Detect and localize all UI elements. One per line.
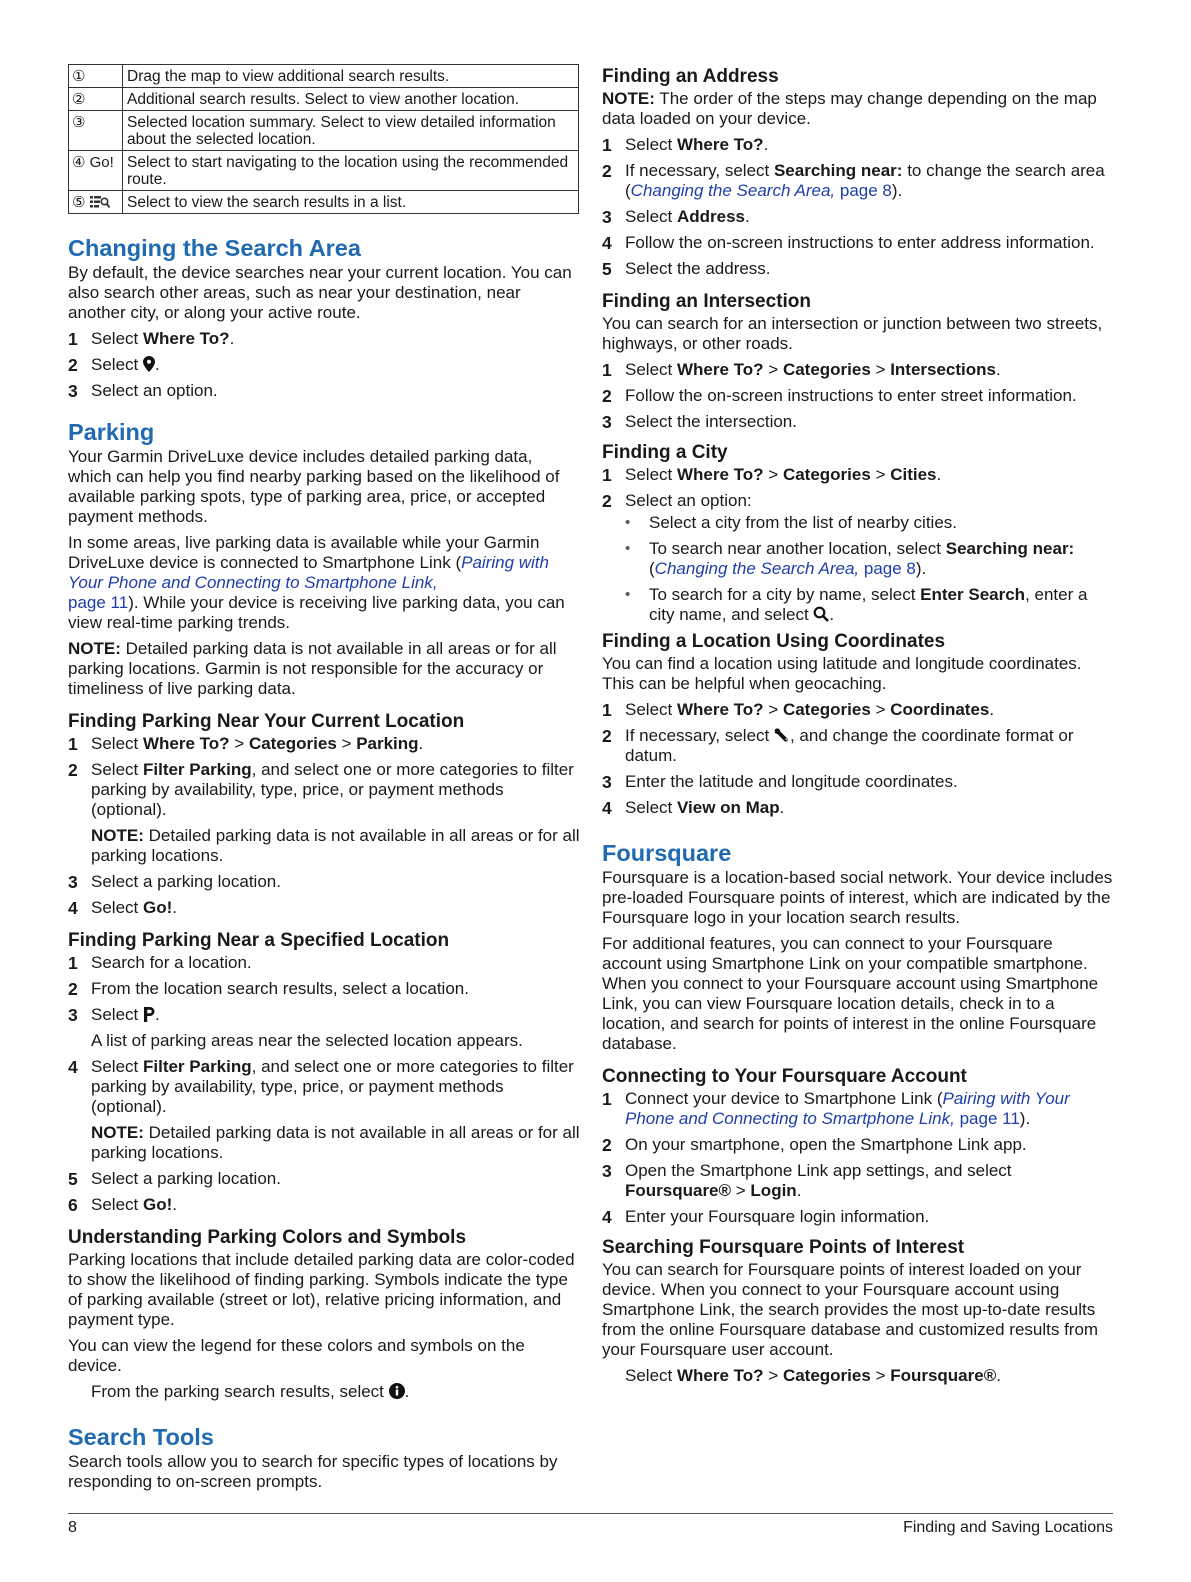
- callout-key: ③: [69, 111, 123, 151]
- list-item: 1 Search for a location.: [68, 953, 252, 973]
- page-number: 8: [68, 1519, 77, 1536]
- list-item: • Select a city from the list of nearby cities.: [625, 513, 1116, 533]
- table-row: [69, 88, 579, 111]
- footer-divider: [68, 1513, 1113, 1514]
- link-page-8[interactable]: page 8: [839, 181, 892, 200]
- list-item: 1 Select Where To? > Categories > Coordinates.: [602, 700, 995, 720]
- section-heading-search-tools: Search Tools: [68, 1424, 214, 1450]
- list-item: 2 Select Filter Parking, and select one or more categories to filter parking by availability, type, price, or payment methods (optional).: [68, 760, 574, 819]
- callout-key: ⑤: [69, 191, 123, 214]
- table-row: [69, 111, 579, 151]
- list-item: 3 Enter the latitude and longitude coordinates.: [602, 772, 958, 792]
- callout-text: Select to view the search results in a list.: [123, 191, 579, 214]
- note: NOTE: The order of the steps may change depending on the map data loaded on your device.: [602, 89, 1097, 128]
- paragraph: Search tools allow you to search for specific types of locations by responding to on-screen prompts.: [68, 1452, 558, 1491]
- subsection-heading-finding-address: Finding an Address: [602, 66, 779, 87]
- callout-legend-table: [68, 64, 579, 214]
- list-item: 3 Select Address.: [602, 207, 750, 227]
- steps-list: [602, 700, 1116, 818]
- section-heading-foursquare: Foursquare: [602, 840, 732, 866]
- paragraph: You can search for Foursquare points of interest loaded on your device. When you connect to your Foursquare account using Smartphone Link, the search provides the most up-to-date results from the online Foursquare database and customized results from your Foursquare user account.: [602, 1260, 1099, 1359]
- link-changing-search-area[interactable]: Changing the Search Area: [654, 559, 855, 578]
- paragraph: From the parking search results, select .: [91, 1382, 410, 1401]
- steps-list: [68, 1057, 580, 1117]
- list-item: 6 Select Go!.: [68, 1195, 177, 1215]
- footer-section-title: Finding and Saving Locations: [903, 1519, 1113, 1536]
- table-row: [69, 191, 579, 214]
- options-list: [625, 513, 1116, 625]
- search-icon: [813, 606, 829, 622]
- paragraph: You can view the legend for these colors and symbols on the device.: [68, 1336, 525, 1375]
- list-item: 2 Select an option: • Select a city from the list of nearby cities. • To search near another location, select Searching near: (Changing the Search Area, page 8). • To search for a city by name, select Enter Search, enter a city name, and select .: [602, 491, 1116, 625]
- list-item: 3 Select a parking location.: [68, 872, 281, 892]
- callout-key: ①: [69, 65, 123, 88]
- note: NOTE: Detailed parking data is not available in all areas or for all parking locations. Garmin is not responsible for the accuracy or timeliness of live parking data.: [68, 639, 557, 698]
- subsection-heading-parking-specified: Finding Parking Near a Specified Location: [68, 930, 450, 951]
- steps-list: [602, 135, 1116, 279]
- steps-list: [602, 360, 1116, 432]
- list-item: 2 If necessary, select Searching near: to change the search area (Changing the Search Area, page 8).: [602, 161, 1105, 200]
- subsection-heading-foursquare-connect: Connecting to Your Foursquare Account: [602, 1066, 967, 1087]
- section-heading-parking: Parking: [68, 419, 155, 445]
- link-changing-search-area[interactable]: Changing the Search Area: [630, 181, 831, 200]
- list-item: 2 Select .: [68, 355, 160, 375]
- list-item: 1 Select Where To? > Categories > Cities.: [602, 465, 942, 485]
- list-item: 4 Follow the on-screen instructions to enter address information.: [602, 233, 1095, 253]
- steps-list: [68, 953, 580, 1025]
- list-item: 5 Select a parking location.: [68, 1169, 281, 1189]
- list-item: 1 Select Where To? > Categories > Intersections.: [602, 360, 1001, 380]
- steps-list: [68, 872, 580, 918]
- list-item: • To search near another location, select Searching near: (Changing the Search Area, page 8).: [625, 539, 1116, 579]
- list-item: 1 Select Where To?.: [68, 329, 235, 349]
- subsection-heading-foursquare-search: Searching Foursquare Points of Interest: [602, 1237, 965, 1258]
- table-row: [69, 151, 579, 191]
- list-item: 1 Connect your device to Smartphone Link (Pairing with Your Phone and Connecting to Smartphone Link, page 11).: [602, 1089, 1070, 1128]
- paragraph: In some areas, live parking data is available while your Garmin DriveLuxe device is connected to Smartphone Link (Pairing with Your Phone and Connecting to Smartphone Link, page 11). While your device is receiving live parking data, you can view real-time parking trends.: [68, 533, 565, 632]
- callout-text: Additional search results. Select to view another location.: [123, 88, 579, 111]
- link-pairing-phone[interactable]: Pairing with Your Phone and Connecting to Smartphone Link: [625, 1089, 1070, 1128]
- list-view-icon: [90, 195, 110, 209]
- subsection-heading-finding-intersection: Finding an Intersection: [602, 291, 812, 312]
- steps-list: [68, 1169, 580, 1215]
- list-item: 5 Select the address.: [602, 259, 771, 279]
- steps-list: [602, 465, 1116, 625]
- left-column: [68, 64, 580, 1498]
- paragraph: Parking locations that include detailed parking data are color-coded to show the likelihood of finding parking. Symbols indicate the type of parking available (street or lot), relative pricing information, and payment type.: [68, 1250, 575, 1329]
- list-item: • To search for a city by name, select Enter Search, enter a city name, and select .: [625, 585, 1116, 625]
- location-pin-icon: [143, 356, 155, 372]
- callout-key: ②: [69, 88, 123, 111]
- link-page-8[interactable]: page 8: [863, 559, 916, 578]
- list-item: 3 Open the Smartphone Link app settings, and select Foursquare® > Login.: [602, 1161, 1012, 1200]
- subsection-heading-finding-city: Finding a City: [602, 442, 728, 463]
- callout-text: Selected location summary. Select to view detailed information about the selected location.: [123, 111, 579, 151]
- note: NOTE: Detailed parking data is not available in all areas or for all parking locations.: [91, 826, 580, 865]
- section-heading-changing-search-area: Changing the Search Area: [68, 235, 361, 261]
- list-item: 4 Select Go!.: [68, 898, 177, 918]
- callout-text: Drag the map to view additional search results.: [123, 65, 579, 88]
- paragraph: You can find a location using latitude and longitude coordinates. This can be helpful when geocaching.: [602, 654, 1082, 693]
- paragraph: Select Where To? > Categories > Foursquare®.: [625, 1366, 1001, 1385]
- list-item: 3 Select .: [68, 1005, 160, 1025]
- link-page-11[interactable]: page 11: [68, 593, 129, 612]
- table-row: [69, 65, 579, 88]
- steps-list: [68, 734, 580, 820]
- callout-text: Select to start navigating to the location using the recommended route.: [123, 151, 579, 191]
- callout-key: ④ Go!: [69, 151, 123, 191]
- wrench-icon: [774, 727, 790, 743]
- list-item: 4 Enter your Foursquare login information.: [602, 1207, 930, 1227]
- list-item: 2 From the location search results, select a location.: [68, 979, 469, 999]
- list-item: 4 Select Filter Parking, and select one or more categories to filter parking by availability, type, price, or payment methods (optional).: [68, 1057, 574, 1116]
- subsection-heading-parking-colors: Understanding Parking Colors and Symbols: [68, 1227, 467, 1248]
- paragraph: Foursquare is a location-based social network. Your device includes pre-loaded Foursquare points of interest, which are indicated by the Foursquare logo in your location search results.: [602, 868, 1113, 927]
- list-item: 2 On your smartphone, open the Smartphone Link app.: [602, 1135, 1027, 1155]
- paragraph: A list of parking areas near the selected location appears.: [91, 1031, 523, 1050]
- list-item: 1 Select Where To? > Categories > Parking.: [68, 734, 424, 754]
- link-pairing-phone[interactable]: Pairing with Your Phone and Connecting to Smartphone Link: [68, 553, 549, 592]
- link-page-11[interactable]: page 11: [959, 1109, 1020, 1128]
- info-circle-icon: [389, 1383, 405, 1399]
- paragraph: By default, the device searches near your current location. You can also search other areas, such as near your destination, near another city, or along your active route.: [68, 263, 572, 322]
- list-item: 3 Select an option.: [68, 381, 218, 401]
- right-column: [602, 66, 1116, 1392]
- steps-list: [68, 329, 580, 401]
- list-item: 1 Select Where To?.: [602, 135, 769, 155]
- paragraph: Your Garmin DriveLuxe device includes detailed parking data, which can help you find nearby parking based on the likelihood of available parking spots, type of parking area, price, or accepted payment methods.: [68, 447, 560, 526]
- list-item: 3 Select the intersection.: [602, 412, 797, 432]
- note: NOTE: Detailed parking data is not available in all areas or for all parking locations.: [91, 1123, 580, 1162]
- paragraph: You can search for an intersection or junction between two streets, highways, or other roads.: [602, 314, 1103, 353]
- subsection-heading-finding-coordinates: Finding a Location Using Coordinates: [602, 631, 946, 652]
- paragraph: For additional features, you can connect to your Foursquare account using Smartphone Link on your compatible smartphone. When you connect to your Foursquare account using Smartphone Link, you can view Foursquare location details, check in to a location, and search for points of interest in the online Foursquare database.: [602, 934, 1099, 1053]
- subsection-heading-parking-current: Finding Parking Near Your Current Location: [68, 711, 465, 732]
- list-item: 2 If necessary, select , and change the coordinate format or datum.: [602, 726, 1074, 765]
- steps-list: [602, 1089, 1116, 1227]
- parking-p-icon: [143, 1007, 155, 1022]
- list-item: 4 Select View on Map.: [602, 798, 785, 818]
- list-item: 2 Follow the on-screen instructions to enter street information.: [602, 386, 1077, 406]
